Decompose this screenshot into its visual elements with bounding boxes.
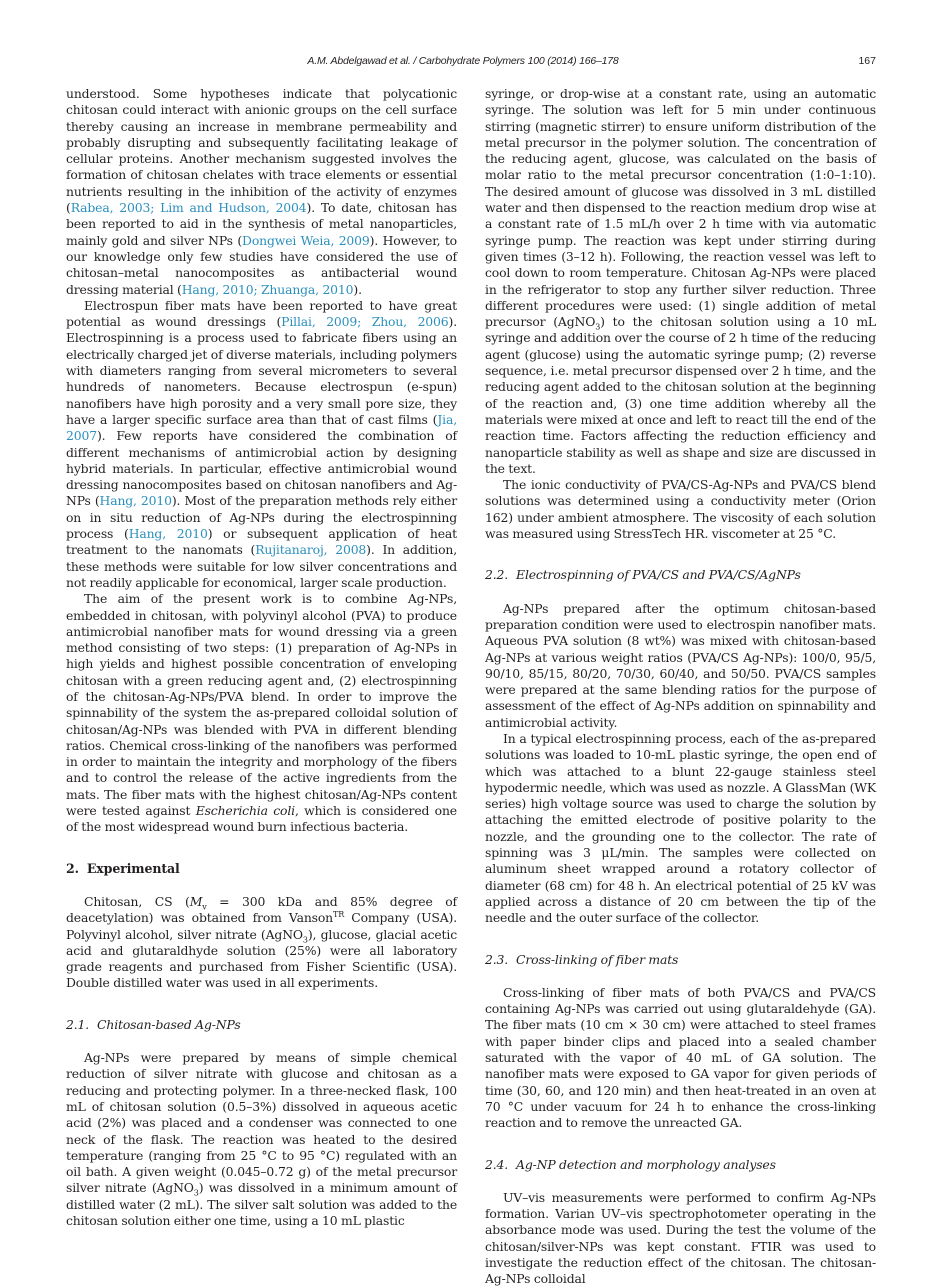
- paragraph-aim: The aim of the present work is to combine Ag-NPs, embedded in chitosan, with polyvinyl alcohol (PVA) to produce antimicrobial nanofiber mats for wound dressing via a green method consisting of two steps: (1) preparation of Ag-NPs in high yields and highest possible concentration of enveloping chitosan with a green reducing agent and, (2) electrospinning of the chitosan-Ag-NPs/PVA blend. In order to improve the spinnability of the system the as-prepared colloidal solution of chitosan/Ag-NPs was blended with PVA in different blending ratios. Chemical cross-linking of the nanofibers was performed in order to maintain the integrity and morphology of the fibers and to control the release of the active ingredients from the mats. The fiber mats with the highest chitosan/Ag-NPs content were tested against Escherichia coli, which is considered one of the most widespread wound burn infectious bacteria.: [66, 591, 457, 835]
- subsection-heading-2-2: 2.2. Electrospinning of PVA/CS and PVA/CS/AgNPs: [485, 567, 801, 583]
- paragraph-materials: Chitosan, CS ($M_v = 300$ kDa and 85% degree of deacetylation) was obtained from Vanson$^{TR}$ Company (USA). Polyvinyl alcohol, silver nitrate (AgNO$_3$), glucose, glacial acetic acid and glutaraldhyde solution (25%) were all laboratory grade reagents and purchased from Fisher Scientific (USA). Double distilled water was used in all experiments.: [66, 893, 457, 991]
- left-column: [66, 86, 457, 1229]
- section-heading-experimental: 2. Experimental: [66, 860, 180, 876]
- citation-link[interactable]: Rabea, 2003; Lim and Hudson, 2004: [70, 200, 307, 216]
- paragraph-electrospin-prep: Ag-NPs prepared after the optimum chitosan-based preparation condition were used to electrospin nanofiber mats. Aqueous PVA solution (8 wt%) was mixed with chitosan-based Ag-NPs at various weight ratios (PVA/CS Ag-NPs): 100/0, 95/5, 90/10, 85/15, 80/20, 70/30, 60/40, and 50/50. PVA/CS samples were prepared at the same blending ratios for the purpose of assessment of the effect of Ag-NPs addition on spinnability and antimicrobial activity.: [485, 600, 876, 730]
- page-number: 167: [858, 55, 876, 67]
- paragraph-crosslinking: Cross-linking of fiber mats of both PVA/CS and PVA/CS containing Ag-NPs was carried out using glutaraldehyde (GA). The fiber mats (10 cm × 30 cm) were attached to steel frames with paper binder clips and placed into a sealed chamber saturated with the vapor of 40 mL of GA solution. The nanofiber mats were exposed to GA vapor for given periods of time (30, 60, and 120 min) and then heat-treated in an oven at 70 °C under vacuum for 24 h to enhance the cross-linking reaction and to remove the unreacted GA.: [485, 984, 876, 1131]
- right-column: [485, 86, 876, 1288]
- paragraph-electrospun: Electrospun fiber mats have been reported to have great potential as wound dressings (Pillai, 2009; Zhou, 2006). Electrospinning is a process used to fabricate fibers using an electrically charged jet of diverse materials, including polymers with diameters ranging from several micrometers to several hundreds of nanometers. Because electrospun (e-spun) nanofibers have high porosity and a very small pore size, they have a larger specific surface area than that of cast films (Jia, 2007). Few reports have considered the combination of different mechanisms of antimicrobial action by designing hybrid materials. In particular, effective antimicrobial wound dressing nanocomposites based on chitosan nanofibers and Ag-NPs (Hang, 2010). Most of the preparation methods rely either on in situ reduction of Ag-NPs during the electrospinning process (Hang, 2010) or subsequent application of heat treatment to the nanomats (Rujitanaroj, 2008). In addition, these methods were suitable for low silver concentrations and not readily applicable for economical, larger scale production.: [66, 297, 458, 590]
- paragraph-conductivity: The ionic conductivity of PVA/CS-Ag-NPs and PVA/CS blend solutions was determined using a conductivity meter (Orion 162) under ambient atmosphere. The viscosity of each solution was measured using StressTech HR. viscometer at 25 °C.: [485, 477, 876, 542]
- paragraph-procedure-continued: syringe, or drop-wise at a constant rate, using an automatic syringe. The solution was left for 5 min under continuous stirring (magnetic stirrer) to ensure uniform distribution of the metal precursor in the polymer solution. The concentration of the reducing agent, glucose, was calculated on the basis of molar ratio to the metal precursor concentration (1:0–1:10). The desired amount of glucose was dissolved in 3 mL distilled water and then dispensed to the reaction medium drop wise at a constant rate of 1.5 mL/h over 2 h time with via automatic syringe pump. The reaction was kept under stirring during given times (3–12 h). Following, the reaction vessel was left to cool down to room temperature. Chitosan Ag-NPs were placed in the refrigerator to stop any further silver reduction. Three different procedures were used: (1) single addition of metal precursor (AgNO$_3$) to the chitosan solution using a 10 mL syringe and addition over the course of 2 h time of the reducing agent (glucose) using the automatic syringe pump; (2) reverse sequence, i.e. metal precursor dispensed over 2 h time, and the reducing agent added to the chitosan solution at the beginning of the reaction and, (3) one time addition whereby all the materials were mixed at once and left to react till the end of the reaction time. Factors affecting the reduction efficiency and nanoparticle stability as well as shape and size are discussed in the text.: [485, 86, 876, 476]
- running-header: [0, 55, 926, 71]
- subsection-heading-2-1: 2.1. Chitosan-based Ag-NPs: [66, 1016, 241, 1032]
- running-title: A.M. Abdelgawad et al. / Carbohydrate Polymers 100 (2014) 166–178: [307, 55, 619, 67]
- citation-link[interactable]: Hang, 2010: [99, 493, 172, 509]
- paragraph-agnp-prep: Ag-NPs were prepared by means of simple chemical reduction of silver nitrate with glucose and chitosan as a reducing and protecting polymer. In a three-necked flask, 100 mL of chitosan solution (0.5–3%) dissolved in aqueous acetic acid (2%) was placed and a condenser was connected to one neck of the flask. The reaction was heated to the desired temperature (ranging from 25 °C to 95 °C) regulated with an oil bath. A given weight (0.045–0.72 g) of the metal precursor silver nitrate (AgNO$_3$) was dissolved in a minimum amount of distilled water (2 mL). The silver salt solution was added to the chitosan solution either one time, using a 10 mL plastic: [66, 1050, 457, 1228]
- paragraph-uvvis: UV–vis measurements were performed to confirm Ag-NPs formation. Varian UV–vis spectrophotometer operating in the absorbance mode was used. During the test the volume of the chitosan/silver-NPs was kept constant. FTIR was used to investigate the reduction effect of the chitosan. The chitosan-Ag-NPs colloidal: [485, 1189, 876, 1287]
- subsection-heading-2-3: 2.3. Cross-linking of fiber mats: [485, 951, 679, 967]
- paragraph-intro-continued: understood. Some hypotheses indicate that polycationic chitosan could interact with anionic groups on the cell surface thereby causing an increase in membrane permeability and probably disrupting and subsequently facilitating leakage of cellular proteins. Another mechanism suggested involves the formation of chitosan chelates with trace elements or essential nutrients resulting in the inhibition of the activity of enzymes (Rabea, 2003; Lim and Hudson, 2004). To date, chitosan has been reported to aid in the synthesis of metal nanoparticles, mainly gold and silver NPs (Dongwei Weia, 2009). However, to our knowledge only few studies have considered the use of chitosan–metal nanocomposites as antibacterial wound dressing material (Hang, 2010; Zhuanga, 2010).: [66, 86, 457, 297]
- paragraph-electrospin-process: In a typical electrospinning process, each of the as-prepared solutions was loaded to 10-mL plastic syringe, the open end of which was attached to a blunt 22-gauge stainless steel hypodermic needle, which was used as nozzle. A GlassMan (WK series) high voltage source was used to charge the solution by attaching the emitted electrode of positive polarity to the nozzle, and the grounding one to the collector. The rate of spinning was 3 μL/min. The samples were collected on aluminum sheet wrapped around a rotatory collector of diameter (68 cm) for 48 h. An electrical potential of 25 kV was applied across a distance of 20 cm between the tip of the needle and the outer surface of the collector.: [485, 730, 876, 926]
- species-name: Escherichia coli: [195, 803, 295, 819]
- citation-link[interactable]: Hang, 2010; Zhuanga, 2010: [181, 281, 354, 297]
- citation-link[interactable]: Rujitanaroj, 2008: [255, 542, 367, 558]
- citation-link[interactable]: Dongwei Weia, 2009: [242, 232, 370, 248]
- citation-link[interactable]: Hang, 2010: [128, 526, 208, 542]
- subsection-heading-2-4: 2.4. Ag-NP detection and morphology analyses: [485, 1156, 776, 1172]
- citation-link[interactable]: Jia, 2007: [66, 411, 457, 444]
- citation-link[interactable]: Pillai, 2009; Zhou, 2006: [281, 314, 449, 330]
